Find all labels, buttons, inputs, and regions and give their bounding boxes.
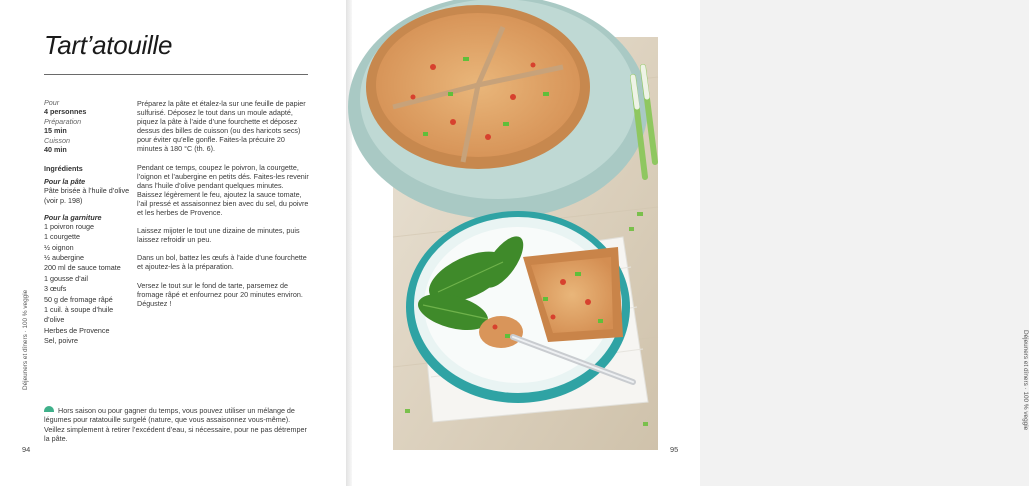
ingredient-item: Herbes de Provence xyxy=(44,325,110,335)
dish-photo xyxy=(393,37,658,450)
section-label-right: Déjeuners et dîners · 100 % veggie xyxy=(1022,330,1029,431)
page-number-left: 94 xyxy=(22,445,31,454)
step-paragraph: Versez le tout sur le fond de tarte, parsemez de fromage râpé et enfournez pour 20 minutes environ. Dégustez ! xyxy=(137,280,303,308)
ingredient-item: 1 gousse d’ail xyxy=(44,273,88,283)
ingredient-item: Pâte brisée à l’huile d’olive xyxy=(44,186,130,195)
tip-text: Hors saison ou pour gagner du temps, vous pouvez utiliser un mélange de légumes pour ratatouille surgelé (nature, que vous assaisonnez vous-même). Veillez simplement à retirer l’excédent d’eau, si nécessaire, pour ne pas détremper la pâte. xyxy=(44,406,307,443)
leaf-icon xyxy=(44,406,54,412)
page-number-right: 95 xyxy=(670,445,679,454)
cook-value: 40 min xyxy=(44,145,67,154)
cook-label: Cuisson xyxy=(44,136,70,145)
left-page xyxy=(0,0,346,486)
prep-label: Préparation xyxy=(44,117,82,126)
step-paragraph: Laissez mijoter le tout une dizaine de minutes, puis laissez refroidir un peu. xyxy=(137,226,300,245)
recipe-title: Tart’atouille xyxy=(44,30,173,60)
tip-note xyxy=(44,406,312,443)
step-paragraph: Pendant ce temps, coupez le poivron, la courgette, l’oignon et l’aubergine en petits dés. Faites-les revenir dans l’huile d’olive pendant quelques minutes. Baissez légèrement le feu, ajoutez la sauce tomate, l’ail pressé et assaisonnez bien avec du sel, du poivre et les herbes de Provence. xyxy=(137,162,309,218)
tart-photo-illustration xyxy=(393,37,658,450)
ingredient-item: Sel, poivre xyxy=(44,336,78,346)
step-paragraph: Dans un bol, battez les œufs à l’aide d’une fourchette et ajoutez-les à la préparation. xyxy=(137,253,307,272)
ingredient-item: 3 œufs xyxy=(44,284,67,294)
servings-value: 4 personnes xyxy=(44,107,87,116)
ingredient-item: 1 courgette xyxy=(44,232,80,242)
step-paragraph: Préparez la pâte et étalez-la sur une feuille de papier sulfurisé. Déposez le tout dans un moule adapté, piquez la pâte à l’aide d’une fourchette et déposez dessus des billes de cuisson (ou des haricots secs) pour éviter qu’elle gonfle. Faites-la précuire 20 minutes à 180 °C (th. 6). xyxy=(137,99,306,154)
section-label-left: Déjeuners et dîners · 100 % veggie xyxy=(22,289,29,390)
ingredient-item: 1 poivron rouge xyxy=(44,221,94,231)
ingredient-item: ½ oignon xyxy=(44,242,74,252)
ingredient-item: ½ aubergine xyxy=(44,253,84,263)
title-rule xyxy=(44,74,308,75)
filling-heading: Pour la garniture xyxy=(44,212,102,222)
recipe-meta xyxy=(44,98,134,347)
ingredient-item: 1 cuil. à soupe d’huile d’olive xyxy=(44,305,114,325)
recipe-steps xyxy=(137,99,309,317)
ingredients-heading: Ingrédients xyxy=(44,164,83,173)
ingredient-item: 50 g de fromage râpé xyxy=(44,294,113,304)
servings-label: Pour xyxy=(44,98,60,107)
ingredient-item: 200 ml de sauce tomate xyxy=(44,263,121,273)
pastry-heading: Pour la pâte xyxy=(44,177,86,186)
ingredient-item: (voir p. 198) xyxy=(44,196,83,206)
prep-value: 15 min xyxy=(44,126,67,135)
